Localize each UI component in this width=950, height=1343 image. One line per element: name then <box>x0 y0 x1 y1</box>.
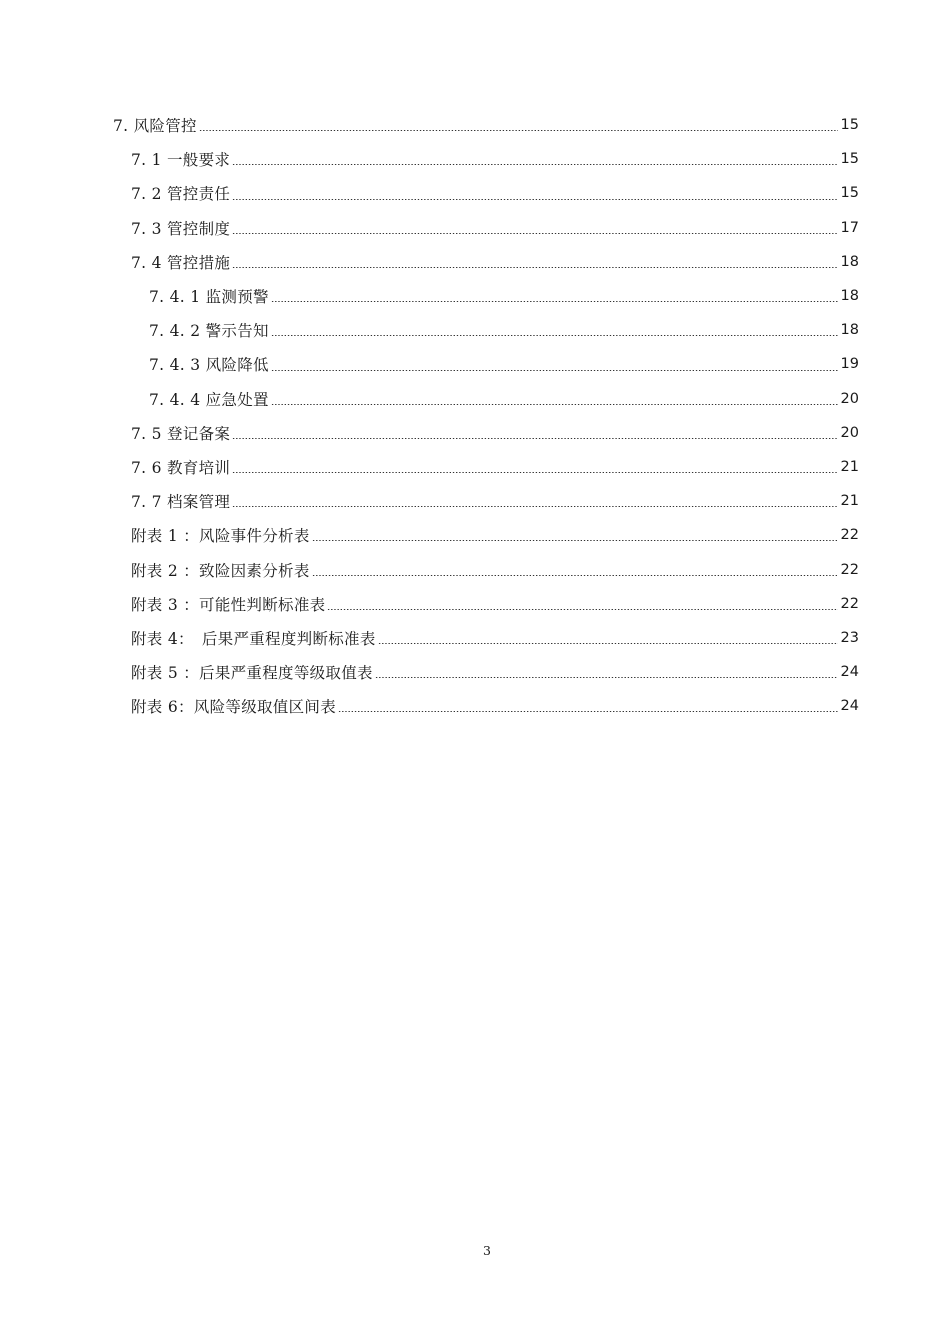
toc-entry-title: 7. 2 管控责任 <box>131 185 231 204</box>
toc-entry[interactable] <box>0 142 950 176</box>
toc-entry-title: 7. 4 管控措施 <box>131 253 231 272</box>
toc-entry-title: 7. 1 一般要求 <box>131 151 231 170</box>
toc-entry-title: 7. 4. 3 风险降低 <box>149 356 269 375</box>
toc-entry[interactable] <box>0 211 950 245</box>
toc-entry-page: 21 <box>840 458 859 475</box>
toc-entry[interactable] <box>0 279 950 313</box>
toc-entry[interactable] <box>0 176 950 210</box>
toc-dot-leader <box>232 472 837 473</box>
toc-entry-title: 附表 1 ：风险事件分析表 <box>131 527 310 546</box>
toc-entry-page: 22 <box>840 527 859 544</box>
toc-entry-page: 18 <box>840 288 859 305</box>
toc-dot-leader <box>338 711 838 712</box>
toc-dot-leader <box>312 540 838 541</box>
toc-entry-page: 20 <box>840 390 859 407</box>
toc-entry[interactable] <box>0 518 950 552</box>
toc-entry-title: 7. 4. 1 监测预警 <box>149 288 269 307</box>
toc-dot-leader <box>199 130 838 131</box>
toc-entry-page: 15 <box>840 151 859 168</box>
toc-entry-page: 24 <box>840 698 859 715</box>
toc-dot-leader <box>232 199 837 200</box>
toc-entry[interactable] <box>0 347 950 381</box>
toc-entry-page: 22 <box>840 595 859 612</box>
toc-entry[interactable] <box>0 450 950 484</box>
table-of-contents <box>0 108 950 723</box>
toc-entry[interactable] <box>0 245 950 279</box>
toc-entry[interactable] <box>0 108 950 142</box>
toc-entry-page: 15 <box>840 117 859 134</box>
toc-entry-page: 15 <box>840 185 859 202</box>
toc-entry[interactable] <box>0 655 950 689</box>
page-number: 3 <box>483 1243 491 1258</box>
toc-entry-title: 7. 4. 2 警示告知 <box>149 322 269 341</box>
toc-entry-title: 附表 5 ：后果严重程度等级取值表 <box>131 664 373 683</box>
toc-dot-leader <box>232 164 837 165</box>
toc-entry-title: 7. 7 档案管理 <box>131 493 231 512</box>
toc-dot-leader <box>327 609 837 610</box>
toc-entry[interactable] <box>0 382 950 416</box>
toc-entry[interactable] <box>0 416 950 450</box>
toc-dot-leader <box>271 404 838 405</box>
toc-dot-leader <box>271 301 838 302</box>
toc-entry-page: 22 <box>840 561 859 578</box>
toc-entry[interactable] <box>0 621 950 655</box>
toc-entry-title: 附表 6：风险等级取值区间表 <box>131 698 336 717</box>
toc-entry-title: 附表 3 ：可能性判断标准表 <box>131 595 326 614</box>
toc-dot-leader <box>232 233 837 234</box>
toc-entry-title: 7. 5 登记备案 <box>131 424 231 443</box>
toc-dot-leader <box>232 438 837 439</box>
toc-dot-leader <box>375 677 838 678</box>
toc-entry-page: 21 <box>840 493 859 510</box>
toc-dot-leader <box>232 267 837 268</box>
toc-entry-page: 19 <box>840 356 859 373</box>
toc-entry-title: 7. 3 管控制度 <box>131 219 231 238</box>
toc-entry-title: 7. 4. 4 应急处置 <box>149 390 269 409</box>
toc-entry-title: 附表 2 ：致险因素分析表 <box>131 561 310 580</box>
toc-dot-leader <box>312 575 838 576</box>
toc-entry-page: 18 <box>840 322 859 339</box>
toc-entry-page: 18 <box>840 253 859 270</box>
toc-dot-leader <box>378 643 838 644</box>
toc-entry[interactable] <box>0 552 950 586</box>
toc-dot-leader <box>232 506 837 507</box>
toc-dot-leader <box>271 335 838 336</box>
toc-entry-title: 附表 4： 后果严重程度判断标准表 <box>131 629 376 648</box>
toc-entry[interactable] <box>0 313 950 347</box>
toc-dot-leader <box>271 370 838 371</box>
toc-entry-title: 7. 6 教育培训 <box>131 458 231 477</box>
toc-entry[interactable] <box>0 689 950 723</box>
toc-entry[interactable] <box>0 484 950 518</box>
toc-entry-page: 20 <box>840 424 859 441</box>
toc-entry-page: 24 <box>840 664 859 681</box>
toc-entry-page: 17 <box>840 219 859 236</box>
toc-entry-title: 7. 风险管控 <box>113 117 197 136</box>
toc-entry[interactable] <box>0 587 950 621</box>
toc-entry-page: 23 <box>840 629 859 646</box>
